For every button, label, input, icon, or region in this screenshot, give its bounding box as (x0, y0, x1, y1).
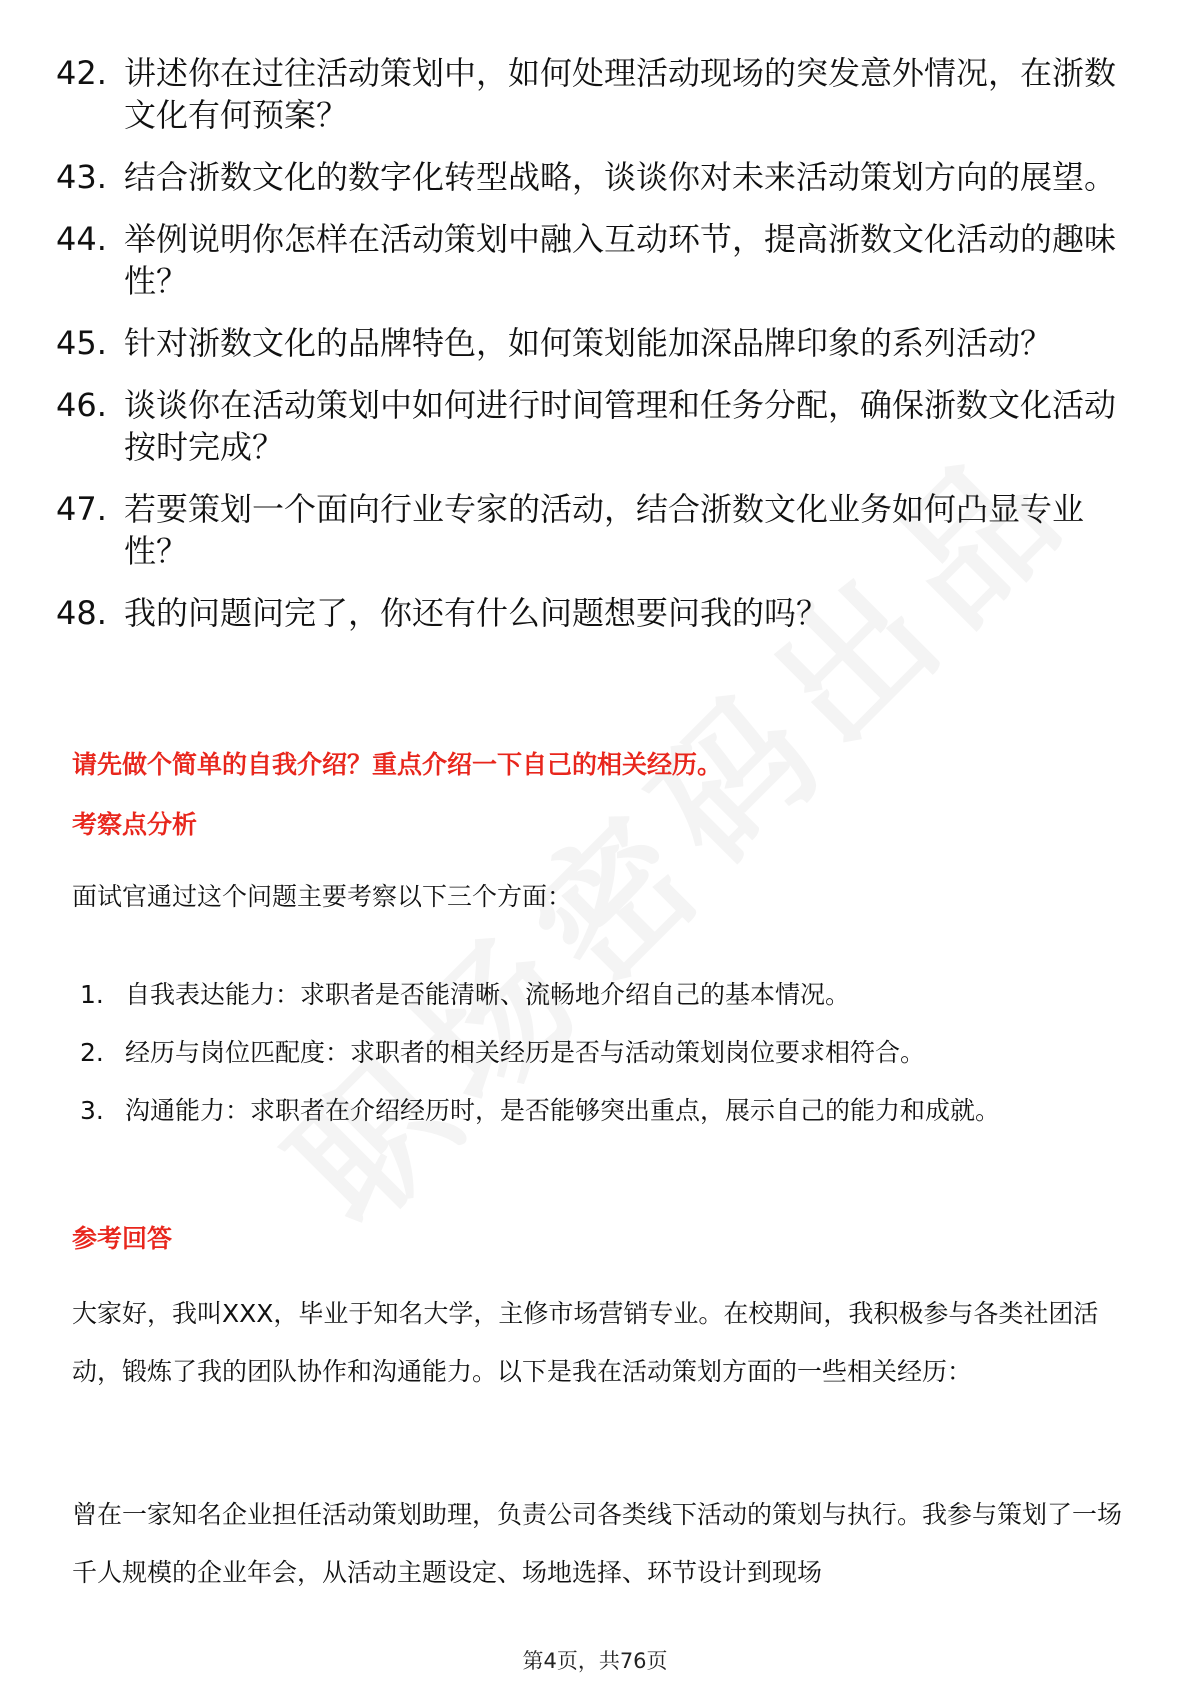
point-number: 2. (80, 1038, 104, 1067)
question-item (56, 322, 1146, 364)
reference-heading: 参考回答 (72, 1224, 173, 1253)
point-text: 自我表达能力：求职者是否能清晰、流畅地介绍自己的基本情况。 (125, 980, 851, 1009)
reference-paragraph: 曾在一家知名企业担任活动策划助理，负责公司各类线下活动的策划与执行。我参与策划了一场千人规模的企业年会，从活动主题设定、场地选择、环节设计到现场 (72, 1500, 1123, 1587)
question-number: 43. (56, 158, 107, 196)
question-number: 46. (56, 386, 107, 424)
question-text: 若要策划一个面向行业专家的活动，结合浙数文化业务如何凸显专业性？ (124, 490, 1085, 570)
analysis-point (80, 1082, 1130, 1140)
analysis-intro: 面试官通过这个问题主要考察以下三个方面： (72, 882, 573, 911)
point-number: 1. (80, 980, 104, 1009)
question-item (56, 52, 1146, 136)
question-item (56, 156, 1146, 198)
question-number: 48. (56, 594, 107, 632)
question-text: 讲述你在过往活动策划中，如何处理活动现场的突发意外情况，在浙数文化有何预案？ (124, 54, 1117, 134)
question-number: 44. (56, 220, 107, 258)
analysis-point (80, 966, 1130, 1024)
analysis-point (80, 1024, 1130, 1082)
question-text: 谈谈你在活动策划中如何进行时间管理和任务分配，确保浙数文化活动按时完成？ (124, 386, 1117, 466)
point-text: 经历与岗位匹配度：求职者的相关经历是否与活动策划岗位要求相符合。 (125, 1038, 926, 1067)
question-item (56, 592, 1146, 634)
question-text: 我的问题问完了，你还有什么问题想要问我的吗？ (124, 594, 829, 632)
question-number: 47. (56, 490, 107, 528)
question-list (56, 52, 1146, 654)
question-item (56, 488, 1146, 572)
question-text: 针对浙数文化的品牌特色，如何策划能加深品牌印象的系列活动？ (124, 324, 1053, 362)
question-item (56, 384, 1146, 468)
point-number: 3. (80, 1096, 104, 1125)
analysis-heading: 考察点分析 (72, 810, 198, 839)
question-number: 42. (56, 54, 107, 92)
point-text: 沟通能力：求职者在介绍经历时，是否能够突出重点，展示自己的能力和成就。 (125, 1096, 1001, 1125)
page-footer: 第4页，共76页 (522, 1649, 668, 1673)
question-item (56, 218, 1146, 302)
question-text: 结合浙数文化的数字化转型战略，谈谈你对未来活动策划方向的展望。 (124, 158, 1117, 196)
analysis-points (80, 966, 1130, 1140)
featured-question: 请先做个简单的自我介绍？重点介绍一下自己的相关经历。 (72, 750, 723, 779)
reference-paragraph: 大家好，我叫XXX，毕业于知名大学，主修市场营销专业。在校期间，我积极参与各类社团活动，锻炼了我的团队协作和沟通能力。以下是我在活动策划方面的一些相关经历： (72, 1299, 1099, 1386)
question-number: 45. (56, 324, 107, 362)
question-text: 举例说明你怎样在活动策划中融入互动环节，提高浙数文化活动的趣味性？ (124, 220, 1117, 300)
